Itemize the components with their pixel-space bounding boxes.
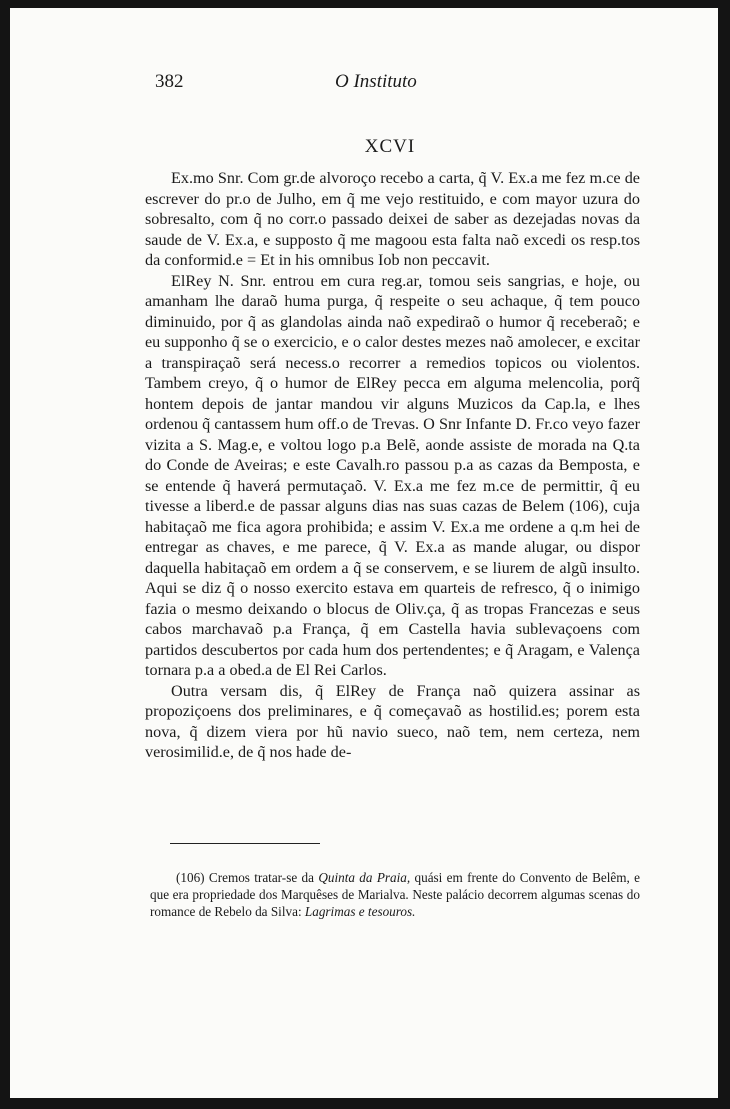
footnote-separator: [170, 843, 320, 844]
letter-body: [145, 168, 640, 763]
paragraph: ElRey N. Snr. entrou em cura reg.ar, tomou seis sangrias, e hoje, ou amanham lhe daraõ huma purga, q̃ respeite o seu achaque, q̃ tem pouco diminuido, por q̃ as glandolas ainda naõ expediraõ o humor q̃ receberaõ; e eu supponho q̃ se o exercicio, e o calor destes mezes naõ amolecer, e excitar a transpiraçaõ será necess.o recorrer a remedios topicos ou violentos. Tambem creyo, q̃ o humor de ElRey pecca em alguma melencolia, porq̃ hontem depois de jantar mandou vir alguns Muzicos da Cap.la, e lhes ordenou q̃ cantassem hum off.o de Trevas. O Snr Infante D. Fr.co veyo fazer vizita a S. Mag.e, e voltou logo p.a Belẽ, aonde assiste de morada na Q.ta do Conde de Aveiras; e este Cavalh.ro passou p.a as cazas da Bemposta, e se entende q̃ haverá permutaçaõ. V. Ex.a me fez m.ce de permittir, q̃ eu tivesse a liberd.e de passar alguns dias nas suas cazas de Belem (106), cuja habitaçaõ me fica agora prohibida; e assim V. Ex.a me ordene a q.m hei de entregar as chaves, e me parece, q̃ V. Ex.a as mande alugar, ou dispor daquella habitaçaõ em ordem a q̃ se conservem, e se liurem de algũ insulto. Aqui se diz q̃ o nosso exercito estava em quarteis de refresco, q̃ o inimigo fazia o mesmo deixando o blocus de Oliv.ça, q̃ as tropas Francezas e seus cabos marchavaõ p.a França, q̃ em Castella havia sublevaçoens com partidos descubertos por cada hum dos pertendentes; e q̃ Aragam, e Valença tornara p.a a obed.a de El Rei Carlos.: [145, 271, 640, 679]
footnote-work-title: Lagrimas e tesouros.: [304, 904, 416, 919]
running-header: [155, 71, 625, 95]
page-number: 382: [155, 71, 184, 92]
footnote-text: quási em frente do Convento de Belêm, e que era propriedade dos Marquêses de Marialva. Neste palácio decorrem algumas scenas do romance de Rebelo da Silva:: [150, 870, 641, 919]
footnote-prefix: (106) Cremos tratar-se da: [176, 870, 314, 885]
running-title: O Instituto: [335, 71, 417, 92]
page: [10, 8, 718, 1098]
footnote: [150, 869, 640, 920]
footnote-place: Quinta da Praia,: [318, 870, 411, 885]
paragraph: Ex.mo Snr. Com gr.de alvoroço recebo a carta, q̃ V. Ex.a me fez m.ce de escrever do pr.o de Julho, em q̃ me vejo restituido, e com mayor uzura do sobresalto, com q̃ no corr.o passado deixei de saber as dezejadas novas da saude de V. Ex.a, e supposto q̃ me magoou esta falta naõ excedi os resp.tos da conformid.e = Et in his omnibus Iob non peccavit.: [145, 169, 640, 269]
letter-number: XCVI: [364, 136, 416, 157]
paragraph: Outra versam dis, q̃ ElRey de França naõ quizera assinar as propoziçoens dos preliminares, e q̃ começavaõ as hostilid.es; porem esta nova, q̃ dizem viera por hũ navio sueco, naõ tem, nem certeza, nem verosimilid.e, de q̃ nos hade de-: [145, 681, 640, 761]
